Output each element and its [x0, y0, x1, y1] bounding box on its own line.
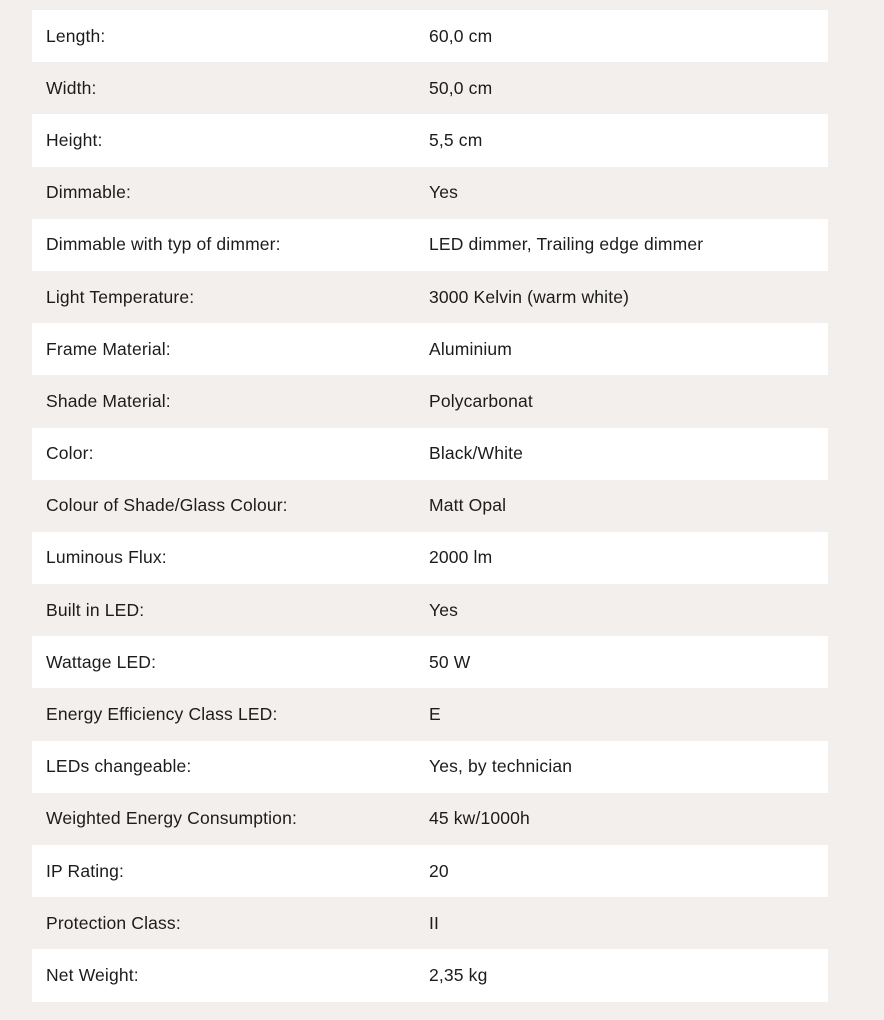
spec-label: Dimmable:	[46, 182, 131, 203]
spec-row-length	[32, 10, 828, 62]
spec-label: IP Rating:	[46, 860, 125, 881]
spec-value: Aluminium	[429, 338, 513, 359]
spec-value: 2,35 kg	[429, 964, 488, 985]
spec-row-protection-class	[32, 897, 828, 949]
spec-value: Yes, by technician	[429, 756, 573, 777]
spec-label: Luminous Flux:	[46, 547, 167, 568]
spec-value: LED dimmer, Trailing edge dimmer	[429, 234, 704, 255]
spec-label: Shade Material:	[46, 390, 171, 411]
spec-row-wattage-led	[32, 636, 828, 688]
spec-label: Dimmable with typ of dimmer:	[46, 234, 281, 255]
spec-label: Protection Class:	[46, 912, 181, 933]
spec-label: Color:	[46, 443, 94, 464]
spec-value: 2000 lm	[429, 547, 493, 568]
spec-label: Light Temperature:	[46, 286, 195, 307]
spec-label: Weighted Energy Consumption:	[46, 808, 297, 829]
spec-row-dimmable	[32, 167, 828, 219]
spec-row-ip-rating	[32, 845, 828, 897]
spec-table	[32, 10, 828, 1002]
spec-value: 3000 Kelvin (warm white)	[429, 286, 630, 307]
spec-row-height	[32, 114, 828, 166]
spec-value: Matt Opal	[429, 495, 507, 516]
spec-row-shade-material	[32, 375, 828, 427]
spec-label: Wattage LED:	[46, 651, 157, 672]
spec-row-color	[32, 428, 828, 480]
spec-value: 60,0 cm	[429, 25, 493, 46]
spec-label: Length:	[46, 25, 106, 46]
spec-value: 5,5 cm	[429, 129, 483, 150]
spec-row-dimmer-type	[32, 219, 828, 271]
spec-value: 45 kw/1000h	[429, 808, 530, 829]
spec-value: Polycarbonat	[429, 390, 533, 411]
spec-row-net-weight	[32, 949, 828, 1001]
spec-value: 50 W	[429, 651, 471, 672]
spec-value: E	[429, 704, 441, 725]
spec-row-energy-class	[32, 688, 828, 740]
spec-value: Yes	[429, 599, 458, 620]
spec-label: Built in LED:	[46, 599, 145, 620]
spec-label: Frame Material:	[46, 338, 171, 359]
spec-row-energy-consumption	[32, 793, 828, 845]
spec-value: Yes	[429, 182, 458, 203]
spec-row-light-temperature	[32, 271, 828, 323]
spec-value: 50,0 cm	[429, 77, 493, 98]
spec-label: Width:	[46, 77, 97, 98]
spec-label: Net Weight:	[46, 964, 139, 985]
spec-row-luminous-flux	[32, 532, 828, 584]
spec-label: LEDs changeable:	[46, 756, 192, 777]
spec-value: Black/White	[429, 443, 524, 464]
spec-row-leds-changeable	[32, 741, 828, 793]
spec-row-built-in-led	[32, 584, 828, 636]
spec-label: Height:	[46, 129, 103, 150]
spec-label: Colour of Shade/Glass Colour:	[46, 495, 288, 516]
spec-value: 20	[429, 860, 449, 881]
spec-row-shade-colour	[32, 480, 828, 532]
spec-label: Energy Efficiency Class LED:	[46, 704, 278, 725]
spec-row-width	[32, 62, 828, 114]
spec-row-frame-material	[32, 323, 828, 375]
spec-value: II	[429, 912, 440, 933]
